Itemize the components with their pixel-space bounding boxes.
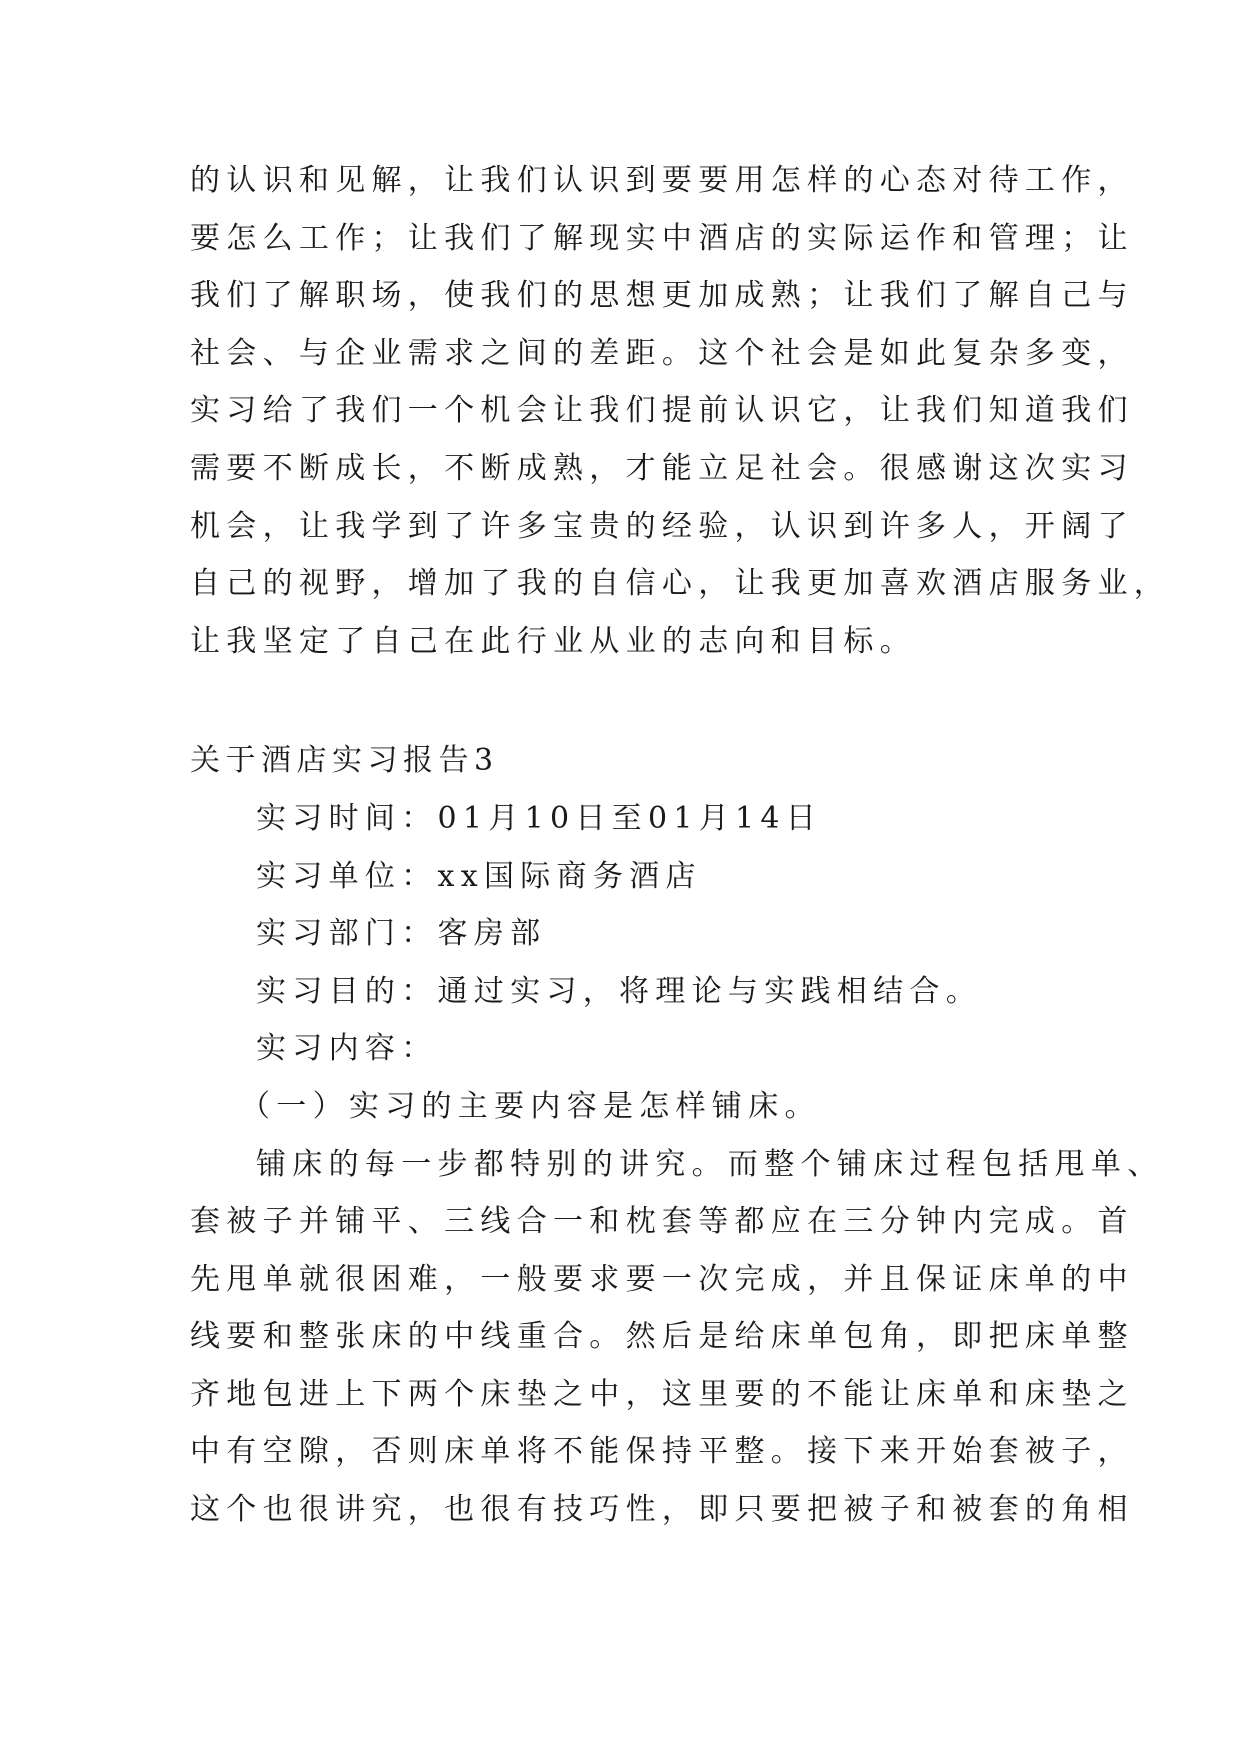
text-line: 实习给了我们一个机会让我们提前认识它，让我们知道我们 [190, 393, 1134, 429]
text-line: 我们了解职场，使我们的思想更加成熟；让我们了解自己与 [190, 278, 1134, 314]
info-purpose: 实习目的：通过实习，将理论与实践相结合。 [256, 973, 982, 1009]
text-line: 自己的视野，增加了我的自信心，让我更加喜欢酒店服务业， [190, 566, 1171, 602]
text-line: 这个也很讲究，也很有技巧性，即只要把被子和被套的角相 [190, 1492, 1134, 1528]
subheading: （一）实习的主要内容是怎样铺床。 [240, 1088, 821, 1124]
document-page [190, 152, 1171, 1539]
text-line: 要怎么工作；让我们了解现实中酒店的实际运作和管理；让 [190, 220, 1134, 256]
info-department: 实习部门：客房部 [256, 916, 547, 952]
section-title: 关于酒店实习报告3 [190, 743, 499, 779]
info-unit: 实习单位：xx国际商务酒店 [256, 858, 702, 894]
info-content-label: 实习内容： [256, 1031, 438, 1067]
text-line: 铺床的每一步都特别的讲究。而整个铺床过程包括甩单、 [256, 1146, 1164, 1182]
text-line: 需要不断成长，不断成熟，才能立足社会。很感谢这次实习 [190, 450, 1134, 486]
text-line: 社会、与企业需求之间的差距。这个社会是如此复杂多变， [190, 335, 1134, 371]
text-line: 线要和整张床的中线重合。然后是给床单包角，即把床单整 [190, 1319, 1134, 1355]
text-line: 让我坚定了自己在此行业从业的志向和目标。 [190, 623, 916, 659]
info-block [190, 790, 1070, 1078]
text-line: 机会，让我学到了许多宝贵的经验，认识到许多人，开阔了 [190, 508, 1134, 544]
text-line: 套被子并铺平、三线合一和枕套等都应在三分钟内完成。首 [190, 1204, 1134, 1240]
info-time: 实习时间：01月10日至01月14日 [256, 800, 823, 836]
body-paragraph [190, 1136, 1164, 1539]
text-line: 中有空隙，否则床单将不能保持平整。接下来开始套被子， [190, 1434, 1134, 1470]
continuation-paragraph [190, 152, 1171, 670]
text-line: 先甩单就很困难，一般要求要一次完成，并且保证床单的中 [190, 1261, 1134, 1297]
text-line: 的认识和见解，让我们认识到要要用怎样的心态对待工作， [190, 163, 1134, 198]
text-line: 齐地包进上下两个床垫之中，这里要的不能让床单和床垫之 [190, 1376, 1134, 1412]
section-gap [190, 670, 1070, 732]
